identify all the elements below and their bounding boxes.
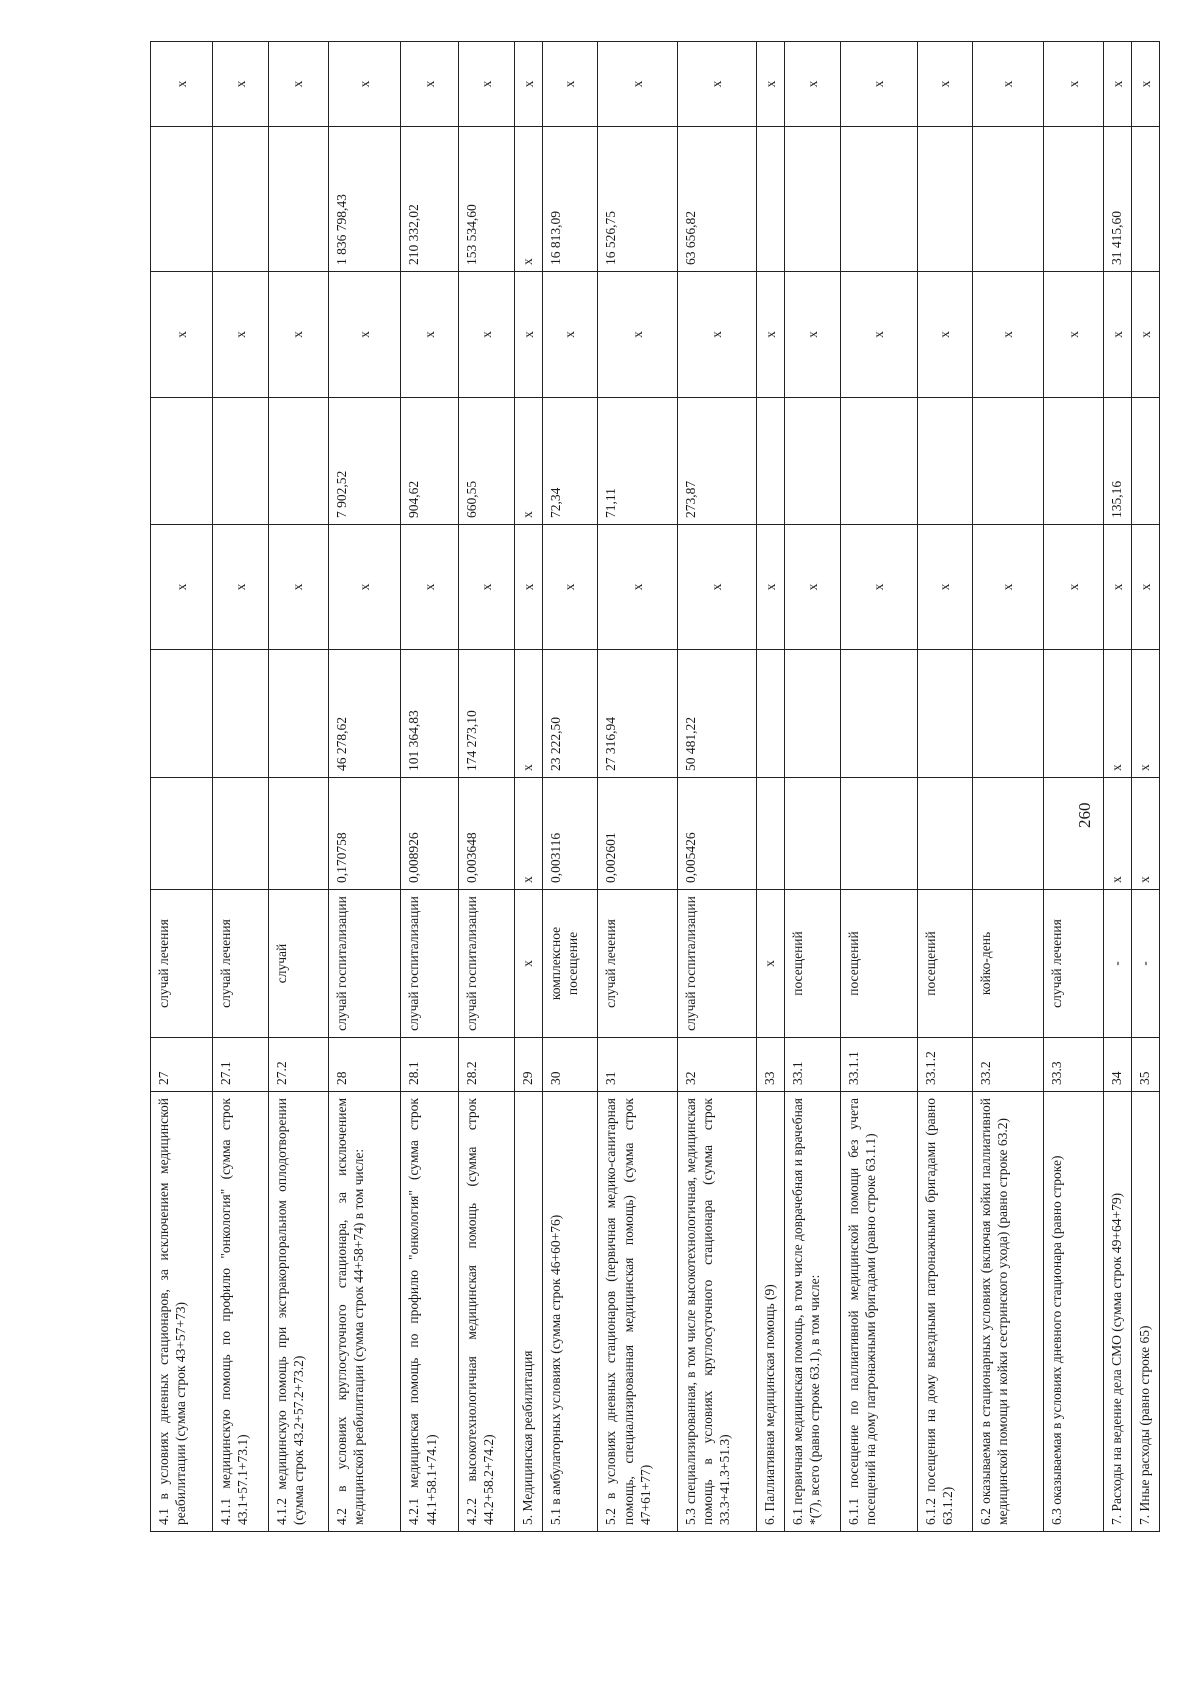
table-cell-name: 6.2 оказываемая в стационарных условиях (включая койки паллиативной медицинской помощи и койки сестринского ухода) (равно строке 63.2) xyxy=(973,1092,1044,1532)
table-cell-c4 xyxy=(213,398,269,525)
table-row xyxy=(514,42,542,1532)
table-cell-unit: х xyxy=(756,890,784,1038)
table-cell-c6 xyxy=(917,127,973,272)
table-cell-num: 27 xyxy=(151,1038,213,1092)
table-cell-c2: х xyxy=(1103,650,1131,778)
table-cell-num: 28.1 xyxy=(401,1038,459,1092)
table-cell-num: 33.2 xyxy=(973,1038,1044,1092)
table-rotated-container xyxy=(150,42,1160,1532)
table-cell-c5: х xyxy=(973,272,1044,398)
table-cell-unit: посещений xyxy=(917,890,973,1038)
table-cell-unit: случай госпитализации xyxy=(459,890,515,1038)
table-cell-c4 xyxy=(840,398,917,525)
table-cell-num: 33.1 xyxy=(784,1038,840,1092)
table-cell-c4 xyxy=(973,398,1044,525)
table-cell-c1 xyxy=(840,778,917,890)
table-cell-name: 6. Паллиативная медицинская помощь (9) xyxy=(756,1092,784,1532)
table-cell-c1: 0,003648 xyxy=(459,778,515,890)
table-body xyxy=(151,42,1160,1532)
table-cell-c4 xyxy=(1131,398,1159,525)
table-cell-c5: х xyxy=(677,272,756,398)
table-cell-c7: х xyxy=(1103,42,1131,127)
table-cell-c2 xyxy=(268,650,328,778)
table-cell-c3: х xyxy=(598,525,677,650)
table-cell-unit: случай госпитализации xyxy=(677,890,756,1038)
table-cell-c7: х xyxy=(784,42,840,127)
table-cell-unit: койко-день xyxy=(973,890,1044,1038)
table-cell-c7: х xyxy=(598,42,677,127)
table-cell-c1: х xyxy=(1103,778,1131,890)
table-cell-c3: х xyxy=(756,525,784,650)
table-cell-c3: х xyxy=(459,525,515,650)
table-cell-c5: х xyxy=(917,272,973,398)
table-cell-unit: случай лечения xyxy=(598,890,677,1038)
table-cell-c7: х xyxy=(328,42,401,127)
table-cell-c6: 31 415,60 xyxy=(1103,127,1131,272)
table-cell-c1: х xyxy=(514,778,542,890)
table-cell-c3: х xyxy=(784,525,840,650)
table-cell-name: 4.2 в условиях круглосуточного стационара, за исключением медицинской реабилитации (сумма строк 44+58+74) в том числе: xyxy=(328,1092,401,1532)
table-cell-c4: 135,16 xyxy=(1103,398,1131,525)
table-cell-c6: 16 813,09 xyxy=(542,127,598,272)
table-cell-c6 xyxy=(151,127,213,272)
table-cell-c5: х xyxy=(1043,272,1103,398)
table-cell-c7: х xyxy=(514,42,542,127)
table-cell-c3: х xyxy=(677,525,756,650)
table-cell-num: 33.1.1 xyxy=(840,1038,917,1092)
table-cell-c5: х xyxy=(840,272,917,398)
table-cell-c3: х xyxy=(1043,525,1103,650)
table-cell-num: 29 xyxy=(514,1038,542,1092)
table-cell-c5: х xyxy=(542,272,598,398)
table-row xyxy=(213,42,269,1532)
table-cell-unit: случай xyxy=(268,890,328,1038)
table-cell-name: 6.1 первичная медицинская помощь, в том числе доврачебная и врачебная *(7), всего (равно строке 63.1), в том числе: xyxy=(784,1092,840,1532)
table-cell-c3: х xyxy=(401,525,459,650)
table-cell-c4: 273,87 xyxy=(677,398,756,525)
table-cell-c3: х xyxy=(1103,525,1131,650)
table-cell-c1: 0,005426 xyxy=(677,778,756,890)
table-cell-num: 35 xyxy=(1131,1038,1159,1092)
table-cell-name: 4.1.2 медицинскую помощь при экстракорпоральном оплодотворении (сумма строк 43.2+57.2+73.2) xyxy=(268,1092,328,1532)
table-cell-unit: случай лечения xyxy=(1043,890,1103,1038)
table-cell-c1 xyxy=(213,778,269,890)
table-row xyxy=(784,42,840,1532)
table-cell-c6 xyxy=(840,127,917,272)
table-cell-c1 xyxy=(756,778,784,890)
page-number: 260 xyxy=(1075,802,1094,828)
table-cell-c1: 0,003116 xyxy=(542,778,598,890)
table-cell-c7: х xyxy=(151,42,213,127)
table-cell-c4 xyxy=(756,398,784,525)
table-cell-unit: случай госпитализации xyxy=(401,890,459,1038)
table-cell-c4 xyxy=(1043,398,1103,525)
financing-table xyxy=(150,41,1160,1532)
table-cell-c6: 63 656,82 xyxy=(677,127,756,272)
table-cell-c4: 660,55 xyxy=(459,398,515,525)
table-row xyxy=(756,42,784,1532)
table-cell-c6 xyxy=(213,127,269,272)
table-cell-c2: 27 316,94 xyxy=(598,650,677,778)
table-cell-c3: х xyxy=(268,525,328,650)
table-cell-name: 6.3 оказываемая в условиях дневного стационара (равно строке) xyxy=(1043,1092,1103,1532)
table-cell-name: 5.2 в условиях дневных стационаров (первичная медико-санитарная помощь, специализированная медицинская помощь) (сумма строк 47+61+77) xyxy=(598,1092,677,1532)
table-row xyxy=(542,42,598,1532)
table-row xyxy=(401,42,459,1532)
table-cell-c2 xyxy=(756,650,784,778)
table-cell-c6 xyxy=(756,127,784,272)
table-cell-c7: х xyxy=(542,42,598,127)
table-cell-c7: х xyxy=(1131,42,1159,127)
table-cell-c6: 16 526,75 xyxy=(598,127,677,272)
table-cell-c1: 0,170758 xyxy=(328,778,401,890)
table-cell-name: 6.1.2 посещения на дому выездными патронажными бригадами (равно 63.1.2) xyxy=(917,1092,973,1532)
table-cell-c7: х xyxy=(268,42,328,127)
table-cell-c3: х xyxy=(917,525,973,650)
table-cell-c5: х xyxy=(268,272,328,398)
table-cell-c4 xyxy=(151,398,213,525)
table-cell-c5: х xyxy=(784,272,840,398)
table-cell-unit: комплексное посещение xyxy=(542,890,598,1038)
table-cell-c4: 7 902,52 xyxy=(328,398,401,525)
table-cell-c2: 101 364,83 xyxy=(401,650,459,778)
table-cell-c5: х xyxy=(401,272,459,398)
table-cell-num: 28.2 xyxy=(459,1038,515,1092)
table-cell-c7: х xyxy=(917,42,973,127)
table-cell-c1 xyxy=(1043,778,1103,890)
table-cell-unit: посещений xyxy=(840,890,917,1038)
table-cell-unit: случай лечения xyxy=(213,890,269,1038)
table-cell-name: 4.2.1 медицинская помощь по профилю "онкология" (сумма строк 44.1+58.1+74.1) xyxy=(401,1092,459,1532)
table-row xyxy=(677,42,756,1532)
table-row xyxy=(1103,42,1131,1532)
table-cell-c7: х xyxy=(677,42,756,127)
table-row xyxy=(1043,42,1103,1532)
table-cell-num: 27.2 xyxy=(268,1038,328,1092)
table-cell-num: 33 xyxy=(756,1038,784,1092)
table-cell-c7: х xyxy=(213,42,269,127)
table-cell-c1 xyxy=(973,778,1044,890)
table-cell-num: 33.3 xyxy=(1043,1038,1103,1092)
table-cell-unit: - xyxy=(1131,890,1159,1038)
table-row xyxy=(1131,42,1159,1532)
table-cell-c1: х xyxy=(1131,778,1159,890)
table-cell-c7: х xyxy=(1043,42,1103,127)
table-cell-c5: х xyxy=(514,272,542,398)
table-cell-unit: случай лечения xyxy=(151,890,213,1038)
table-cell-c6: х xyxy=(514,127,542,272)
table-cell-num: 34 xyxy=(1103,1038,1131,1092)
table-cell-c2: 50 481,22 xyxy=(677,650,756,778)
table-cell-num: 33.1.2 xyxy=(917,1038,973,1092)
table-cell-c3: х xyxy=(213,525,269,650)
table-cell-c7: х xyxy=(756,42,784,127)
table-cell-c5: х xyxy=(1131,272,1159,398)
table-cell-name: 5. Медицинская реабилитация xyxy=(514,1092,542,1532)
table-cell-c2 xyxy=(213,650,269,778)
table-cell-num: 28 xyxy=(328,1038,401,1092)
table-cell-c2: х xyxy=(1131,650,1159,778)
table-cell-c3: х xyxy=(151,525,213,650)
table-row xyxy=(598,42,677,1532)
table-cell-c4: 72,34 xyxy=(542,398,598,525)
table-cell-name: 4.1 в условиях дневных стационаров, за исключением медицинской реабилитации (сумма строк 43+57+73) xyxy=(151,1092,213,1532)
table-cell-c2: 174 273,10 xyxy=(459,650,515,778)
table-cell-c4: 904,62 xyxy=(401,398,459,525)
table-cell-c3: х xyxy=(973,525,1044,650)
table-cell-c7: х xyxy=(459,42,515,127)
table-row xyxy=(459,42,515,1532)
table-cell-c3: х xyxy=(328,525,401,650)
table-row xyxy=(917,42,973,1532)
table-cell-c6 xyxy=(973,127,1044,272)
table-cell-c5: х xyxy=(213,272,269,398)
table-cell-c1 xyxy=(268,778,328,890)
table-cell-num: 30 xyxy=(542,1038,598,1092)
table-cell-c7: х xyxy=(973,42,1044,127)
table-cell-c5: х xyxy=(151,272,213,398)
table-cell-num: 32 xyxy=(677,1038,756,1092)
table-cell-c6 xyxy=(1043,127,1103,272)
table-cell-name: 4.2.2 высокотехнологичная медицинская помощь (сумма строк 44.2+58.2+74.2) xyxy=(459,1092,515,1532)
table-row xyxy=(973,42,1044,1532)
table-row xyxy=(328,42,401,1532)
table-cell-unit: - xyxy=(1103,890,1131,1038)
table-cell-c3: х xyxy=(840,525,917,650)
table-cell-c4 xyxy=(917,398,973,525)
table-cell-c4 xyxy=(784,398,840,525)
table-cell-num: 31 xyxy=(598,1038,677,1092)
table-cell-c2 xyxy=(840,650,917,778)
table-cell-c2: х xyxy=(514,650,542,778)
table-cell-c7: х xyxy=(840,42,917,127)
table-cell-c6: 210 332,02 xyxy=(401,127,459,272)
table-cell-c1: 0,008926 xyxy=(401,778,459,890)
table-cell-c1 xyxy=(917,778,973,890)
table-cell-c5: х xyxy=(598,272,677,398)
table-cell-name: 4.1.1 медицинскую помощь по профилю "онкология" (сумма строк 43.1+57.1+73.1) xyxy=(213,1092,269,1532)
table-cell-num: 27.1 xyxy=(213,1038,269,1092)
table-cell-c6 xyxy=(268,127,328,272)
table-row xyxy=(151,42,213,1532)
table-cell-name: 6.1.1 посещение по паллиативной медицинской помощи без учета посещений на дому патронажными бригадами (равно строке 63.1.1) xyxy=(840,1092,917,1532)
table-cell-c2: 46 278,62 xyxy=(328,650,401,778)
table-row xyxy=(840,42,917,1532)
table-cell-c2: 23 222,50 xyxy=(542,650,598,778)
table-cell-c3: х xyxy=(514,525,542,650)
table-cell-unit: х xyxy=(514,890,542,1038)
table-cell-c7: х xyxy=(401,42,459,127)
table-cell-c6 xyxy=(784,127,840,272)
table-cell-unit: посещений xyxy=(784,890,840,1038)
table-cell-c5: х xyxy=(328,272,401,398)
table-cell-c5: х xyxy=(756,272,784,398)
table-cell-c5: х xyxy=(459,272,515,398)
table-cell-c5: х xyxy=(1103,272,1131,398)
table-cell-c1 xyxy=(151,778,213,890)
table-cell-name: 5.3 специализированная, в том числе высокотехнологичная, медицинская помощь в условиях круглосуточного стационара (сумма строк 33.3+41.3+51.3) xyxy=(677,1092,756,1532)
table-cell-c4: 71,11 xyxy=(598,398,677,525)
table-cell-c2 xyxy=(151,650,213,778)
table-cell-c2 xyxy=(973,650,1044,778)
table-cell-c2 xyxy=(784,650,840,778)
table-cell-c4 xyxy=(268,398,328,525)
table-cell-name: 7. Иные расходы (равно строке 65) xyxy=(1131,1092,1159,1532)
table-cell-c1 xyxy=(784,778,840,890)
table-cell-c6: 153 534,60 xyxy=(459,127,515,272)
table-cell-c6 xyxy=(1131,127,1159,272)
table-cell-name: 5.1 в амбулаторных условиях (сумма строк 46+60+76) xyxy=(542,1092,598,1532)
table-cell-c3: х xyxy=(1131,525,1159,650)
table-cell-c2 xyxy=(1043,650,1103,778)
table-cell-c6: 1 836 798,43 xyxy=(328,127,401,272)
table-cell-c4: х xyxy=(514,398,542,525)
table-row xyxy=(268,42,328,1532)
table-cell-name: 7. Расходы на ведение дела СМО (сумма строк 49+64+79) xyxy=(1103,1092,1131,1532)
table-cell-c3: х xyxy=(542,525,598,650)
table-cell-unit: случай госпитализации xyxy=(328,890,401,1038)
table-cell-c1: 0,002601 xyxy=(598,778,677,890)
table-cell-c2 xyxy=(917,650,973,778)
